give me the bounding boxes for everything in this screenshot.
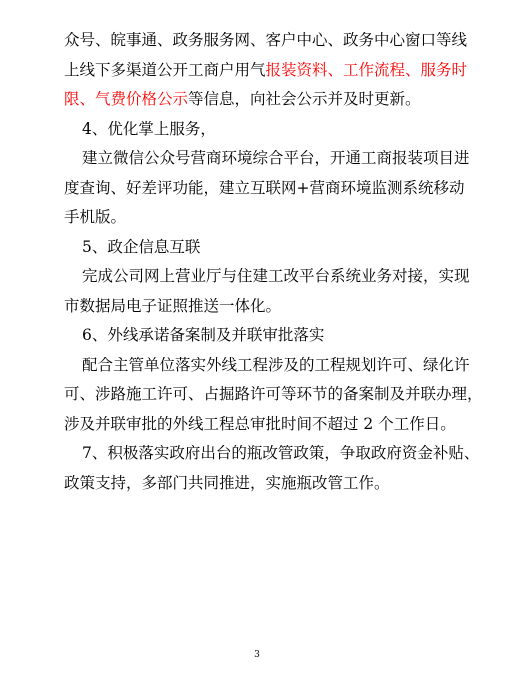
text-line: 完成公司网上营业厅与住建工改平台系统业务对接，实现	[82, 267, 470, 285]
text-line	[64, 56, 468, 86]
text-line: 7、积极落实政府出台的瓶改管政策，争取政府资金补贴、	[82, 444, 480, 462]
heading-line: 6、外线承诺备案制及并联审批落实	[82, 326, 325, 344]
section-heading-6	[64, 321, 460, 351]
text-line: 度查询、好差评功能，建立互联网+营商环境监测系统移动	[64, 178, 465, 197]
text-line: 政策支持，多部门共同推进，实施瓶改管工作。	[64, 473, 390, 492]
text-line: 市数据局电子证照推送一体化。	[64, 296, 282, 315]
highlighted-text: 报装资料、工作流程、服务时	[265, 60, 468, 79]
text-line: 配合主管单位落实外线工程涉及的工程规划许可、绿化许	[82, 355, 470, 374]
paragraph-policy	[64, 439, 480, 498]
text-line: 可、涉路施工许可、占掘路许可等环节的备案制及并联办理，	[64, 385, 483, 403]
text-line	[64, 85, 460, 115]
paragraph-approval	[64, 351, 483, 440]
paragraph-mobile-service	[64, 144, 470, 233]
text-segment: 上线下多渠道公开工商户用气	[64, 60, 266, 79]
section-heading-5	[64, 233, 460, 263]
page-number: 3	[254, 650, 260, 660]
document-body	[64, 26, 483, 498]
text-line: 手机版。	[64, 208, 127, 226]
heading-line: 5、政企信息互联	[82, 237, 201, 256]
text-segment: 等信息，向社会公示并及时更新。	[188, 90, 421, 108]
heading-line: 4、优化掌上服务，	[82, 119, 216, 138]
highlighted-text: 限、气费价格公示	[64, 90, 189, 108]
section-heading-4	[64, 115, 460, 145]
paragraph-publicity	[64, 26, 468, 115]
text-line: 建立微信公众号营商环境综合平台，开通工商报装项目进	[82, 149, 470, 167]
text-segment: 众号、皖事通、政务服务网、客户中心、政务中心窗口等线	[64, 31, 468, 49]
text-line	[64, 26, 468, 56]
paragraph-info-link	[64, 262, 470, 321]
text-line: 涉及并联审批的外线工程总审批时间不超过 2 个工作日。	[64, 414, 456, 433]
